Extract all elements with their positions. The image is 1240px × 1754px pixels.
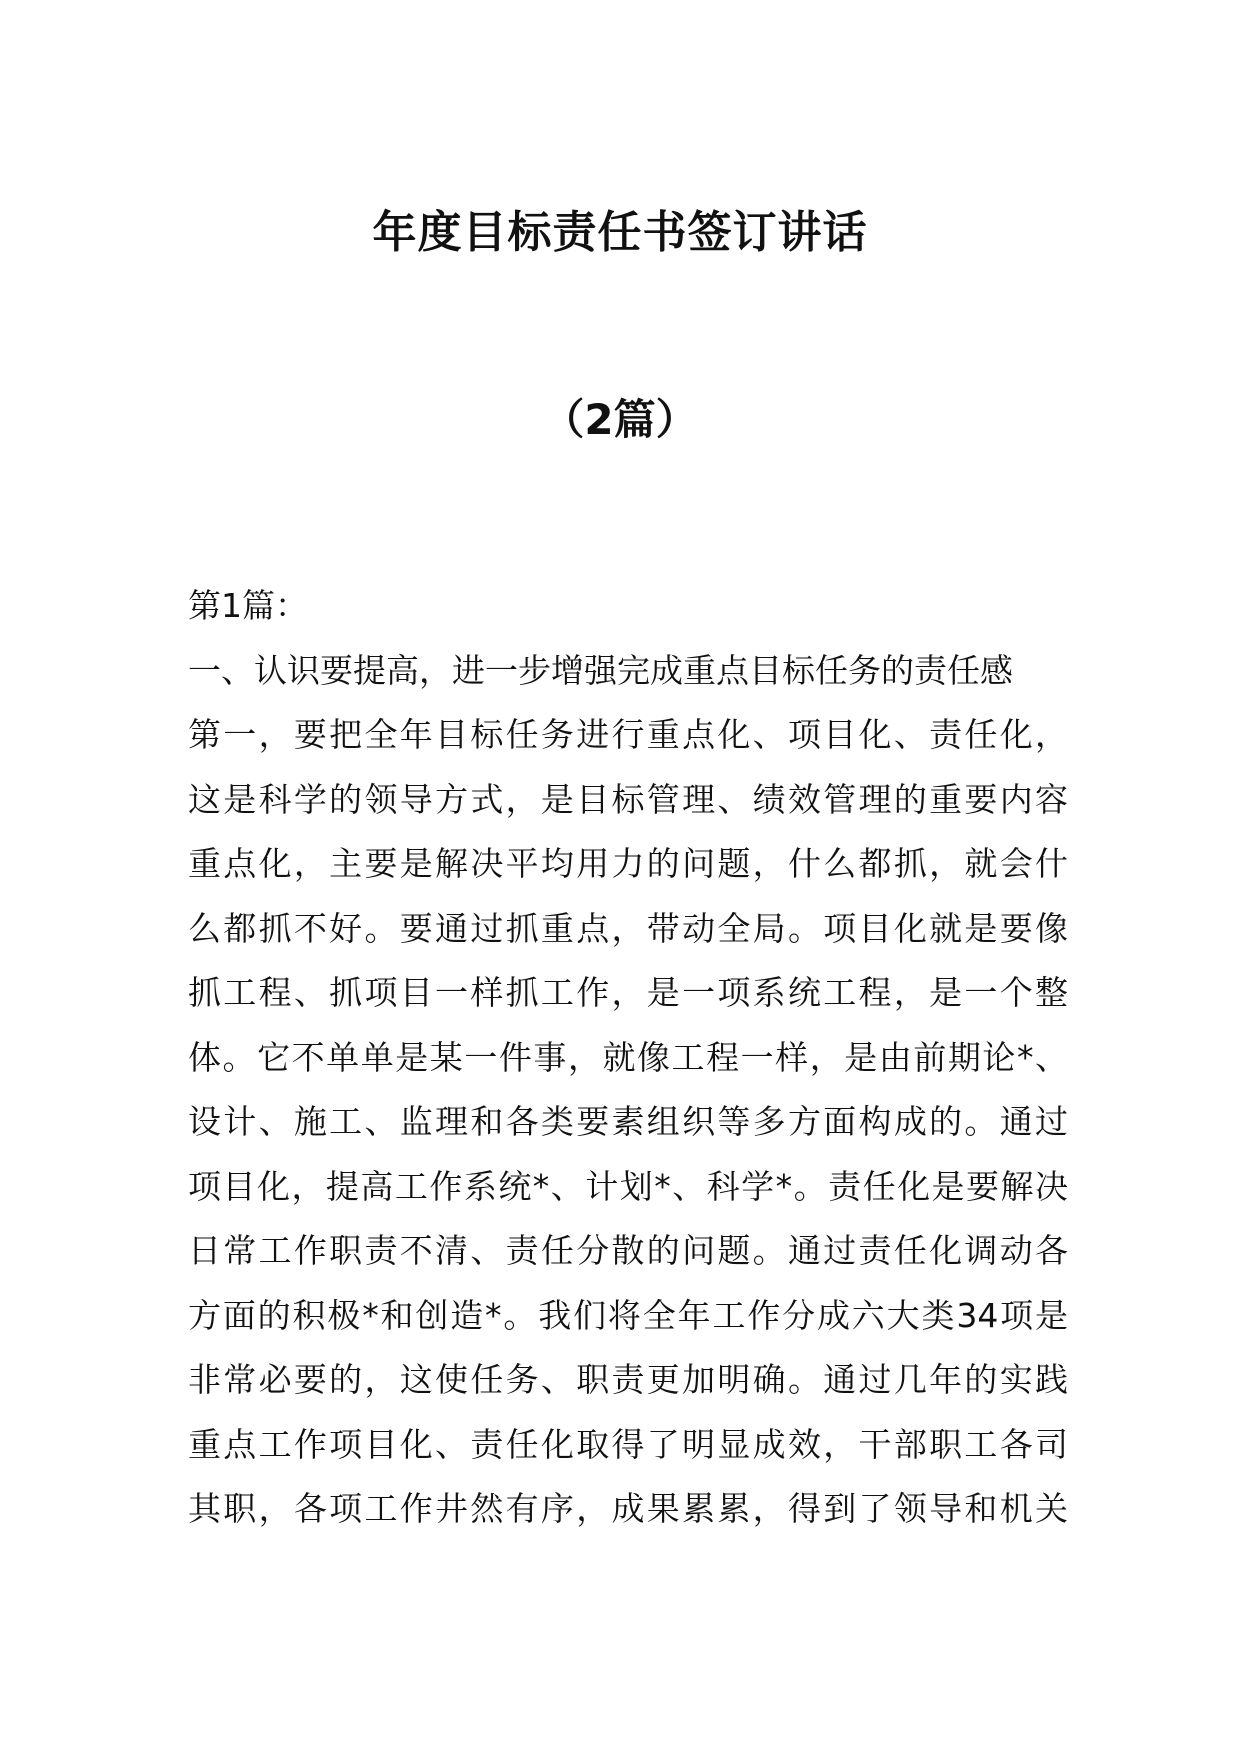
paragraph-line: 其职，各项工作井然有序，成果累累，得到了领导和机关 xyxy=(188,1489,1068,1528)
document-body xyxy=(188,574,1068,1542)
document-subtitle: （2篇） xyxy=(542,395,698,444)
paragraph-line: 方面的积极*和创造*。我们将全年工作分成六大类34项是 xyxy=(188,1295,1068,1335)
paragraph-line: 重点化，主要是解决平均用力的问题，什么都抓，就会什 xyxy=(188,844,1068,883)
paragraph-line: 第一，要把全年目标任务进行重点化、项目化、责任化， xyxy=(188,715,1068,754)
paragraph-line: 么都抓不好。要通过抓重点，带动全局。项目化就是要像 xyxy=(188,908,1068,948)
paragraph-line: 这是科学的领导方式，是目标管理、绩效管理的重要内容 xyxy=(188,779,1068,819)
document-title: 年度目标责任书签订讲话 xyxy=(372,207,868,258)
section-label: 第1篇： xyxy=(188,586,308,625)
paragraph-line: 设计、施工、监理和各类要素组织等多方面构成的。通过 xyxy=(188,1102,1068,1141)
paragraph-line: 重点工作项目化、责任化取得了明显成效，干部职工各司 xyxy=(188,1424,1068,1464)
section-heading: 一、认识要提高，进一步增强完成重点目标任务的责任感 xyxy=(188,650,1013,690)
paragraph-line: 非常必要的，这使任务、职责更加明确。通过几年的实践 xyxy=(188,1360,1068,1399)
paragraph-line: 抓工程、抓项目一样抓工作，是一项系统工程，是一个整 xyxy=(188,973,1068,1012)
paragraph-line: 日常工作职责不清、责任分散的问题。通过责任化调动各 xyxy=(188,1231,1068,1270)
paragraph-line: 项目化，提高工作系统*、计划*、科学*。责任化是要解决 xyxy=(188,1166,1068,1206)
paragraph-line: 体。它不单单是某一件事，就像工程一样，是由前期论*、 xyxy=(188,1037,1068,1077)
